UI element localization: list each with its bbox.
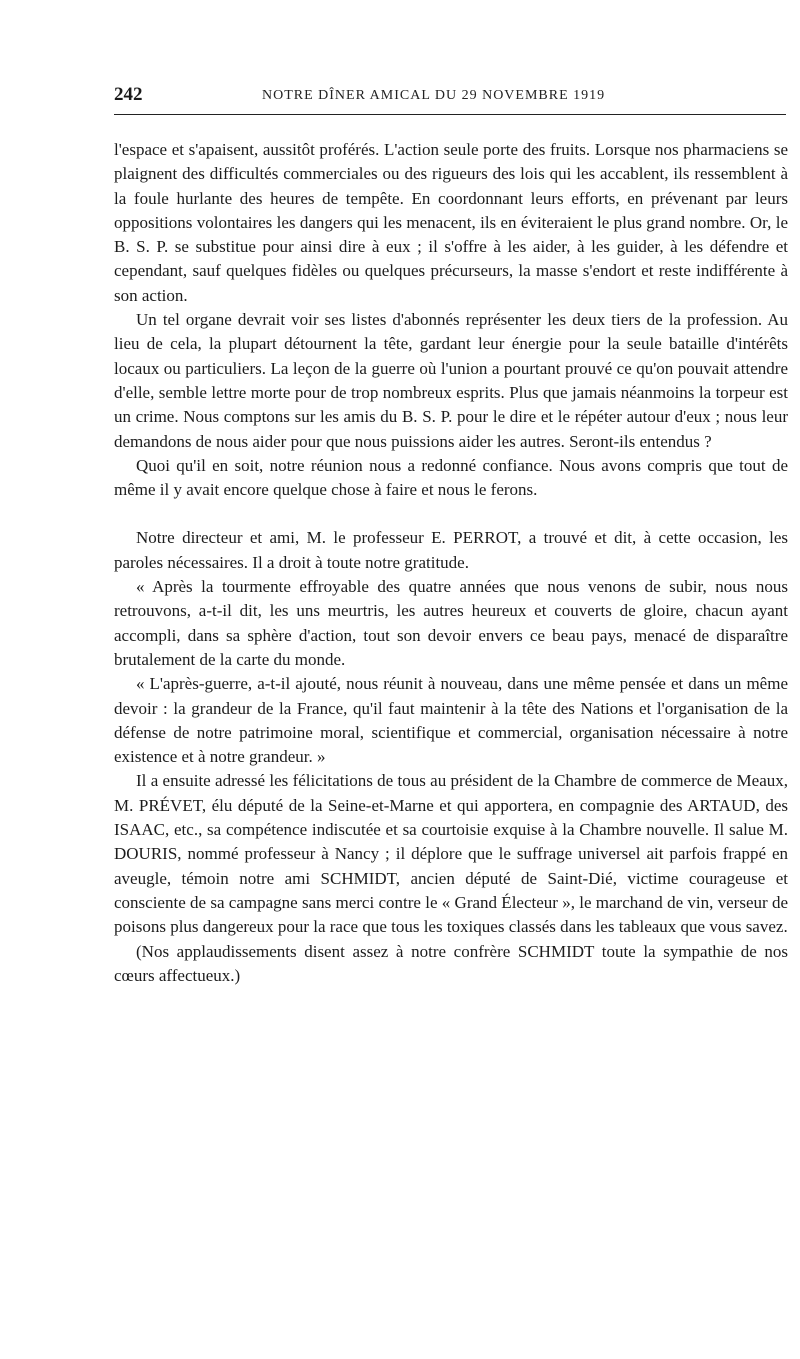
paragraph-2: Un tel organe devrait voir ses listes d'abonnés représenter les deux tiers de la profession. Au lieu de cela, la plupart détournent la tête, gardant leur énergie pour la seule bataille d'intérêts locaux ou particuliers. La leçon de la guerre où l'union a pourtant prouvé ce qu'on pouvait attendre d'elle, semble lettre morte pour de trop nombreux esprits. Plus que jamais néanmoins la torpeur est un crime. Nous comptons sur les amis du B. S. P. pour le dire et le répéter autour d'eux ; nous leur demandons de nous aider pour que nous puissions aider les autres. Seront-ils entendus ? (114, 310, 788, 451)
paragraph-4: Notre directeur et ami, M. le professeur E. PERROT, a trouvé et dit, à cette occasion, les paroles nécessaires. Il a droit à toute notre gratitude. (114, 528, 788, 572)
page-number: 242 (114, 84, 143, 105)
paragraph-1: l'espace et s'apaisent, aussitôt proférés. L'action seule porte des fruits. Lorsque nos pharmaciens se plaignent des difficultés commerciales ou des rigueurs des lois qui les accablent, ils ressemblent à la foule hurlante des heures de tempête. En coordonnant leurs efforts, en prévenant par leurs oppositions volontaires les dangers qui les menacent, ils en éviteraient le plus grand nombre. Or, le B. S. P. se substitue pour ainsi dire à eux ; il s'offre à les aider, à les guider, à les défendre et cependant, sauf quelques fidèles ou quelques précurseurs, la masse s'endort et reste indifférente à son action. (114, 140, 788, 305)
paragraph-3: Quoi qu'il en soit, notre réunion nous a redonné confiance. Nous avons compris que tout de même il y avait encore quelque chose à faire et nous le ferons. (114, 455, 788, 500)
page-header (114, 84, 786, 115)
paragraph-8: (Nos applaudissements disent assez à notre confrère SCHMIDT toute la sympathie de nos cœurs affectueux.) (114, 941, 788, 985)
section-break (114, 502, 788, 526)
running-title: NOTRE DÎNER AMICAL DU 29 NOVEMBRE 1919 (262, 88, 606, 103)
paragraph-5: « Après la tourmente effroyable des quatre années que nous venons de subir, nous nous retrouvons, a-t-il dit, les uns meurtris, les autres heureux et couverts de gloire, chacun ayant accompli, dans sa sphère d'action, tout son devoir envers ce beau pays, menacé de disparaître brutalement de la carte du monde. (114, 577, 788, 669)
paragraph-6: « L'après-guerre, a-t-il ajouté, nous réunit à nouveau, dans une même pensée et dans un même devoir : la grandeur de la France, qu'il faut maintenir à la tête des Nations et l'organisation de la défense de notre patrimoine moral, scientifique et commercial, organisation nécessaire à notre existence et à notre grandeur. » (114, 674, 788, 767)
paragraph-7: Il a ensuite adressé les félicitations de tous au président de la Chambre de commerce de Meaux, M. PRÉVET, élu député de la Seine-et-Marne et qui apportera, en compagnie des ARTAUD, des ISAAC, etc., sa compétence indiscutée et sa courtoisie exquise à la Chambre nouvelle. Il salue M. DOURIS, nommé professeur à Nancy ; il déplore que le suffrage universel ait parfois frappé en aveugle, témoin notre ami SCHMIDT, ancien député de Saint-Dié, victime courageuse et consciente de sa campagne sans merci contre le « Grand Électeur », le marchand de vin, verseur de poisons plus dangereux pour la race que tous les toxiques classés dans les tableaux que vous savez. (114, 771, 788, 937)
body-text (114, 138, 788, 988)
